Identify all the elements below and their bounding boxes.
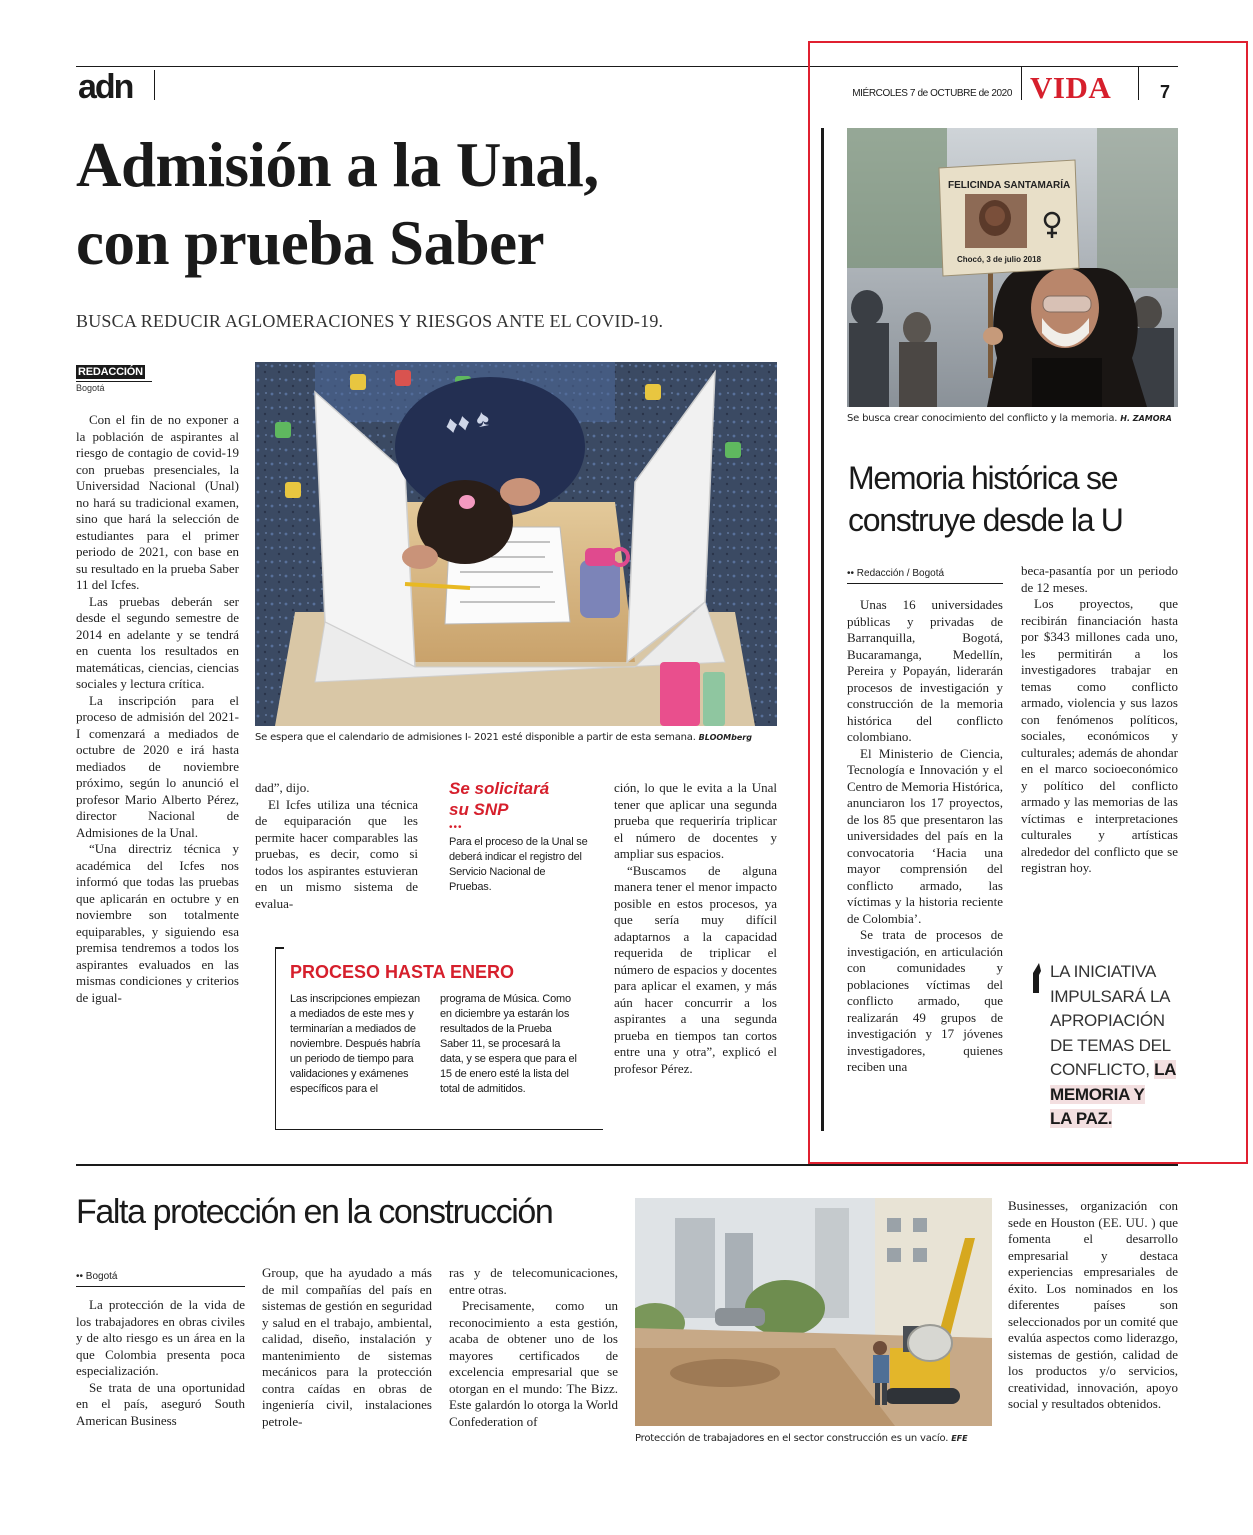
byline-rule bbox=[76, 381, 152, 382]
vida-headline-line2: construye desde la U bbox=[848, 502, 1123, 538]
main-col2-continuation: dad”, dijo. bbox=[255, 780, 310, 795]
main-subtitle: BUSCA REDUCIR AGLOMERACIONES Y RIESGOS ANTE EL COVID-19. bbox=[76, 311, 664, 331]
proceso-box-corner bbox=[276, 947, 284, 949]
proceso-box bbox=[275, 947, 603, 1130]
vida-photo bbox=[847, 128, 1178, 407]
main-photo-credit: BLOOMberg bbox=[698, 733, 752, 742]
main-photo-illustration bbox=[255, 362, 777, 726]
bottom-col5: Businesses, organización con sede en Houston (EE. UU. ) que fomenta el desarrollo empresarial y destaca experiencias empresariales de éxito. Los nominados en los diferentes países son seleccionados por un comité que evalúa aspectos como liderazgo, sistemas de gestión, calidad de los productos y/o servicios, creatividad, innovación, apoyo social y resultados obtenidos. bbox=[1008, 1198, 1178, 1411]
quote-bold1: LA bbox=[1154, 1060, 1177, 1079]
main-byline-location: Bogotá bbox=[76, 383, 105, 393]
bottom-photo-caption bbox=[635, 1433, 968, 1444]
vida-photo-illustration bbox=[847, 128, 1178, 407]
main-col1-p3: La inscripción para el proceso de admisión del 2021-I comenzará a mediados de octubre de 2020 e irá hasta mediados de noviembre próximo, según lo anunció el profesor Mario Alberto Pérez, director Nacional de Admisiones de la Unal. bbox=[76, 692, 239, 840]
quote-bold2: MEMORIA Y bbox=[1050, 1084, 1145, 1104]
snp-title-line2: su SNP bbox=[449, 800, 509, 819]
main-col1 bbox=[76, 412, 239, 1006]
bottom-photo-credit: EFE bbox=[951, 1434, 968, 1443]
proceso-box-col2: programa de Música. Como en diciembre ya estarán los resultados de la Prueba Saber 11, se procesará la data, y se espera que para el 15 de enero esté la lista del total de admitidos. bbox=[440, 993, 577, 1095]
vida-column-rule bbox=[821, 128, 824, 1131]
main-photo-caption-text: Se espera que el calendario de admisiones I- 2021 esté disponible a partir de esta semana. bbox=[255, 732, 696, 743]
vida-headline bbox=[848, 457, 1178, 541]
main-col1-p1: Con el fin de no exponer a la población de aspirantes al riesgo de contagio de covid-19 con pruebas presenciales, la Universidad Nacional (Unal) no hará su tradicional examen, sino que hará la selección de estudiantes para el primer periodo de 2021, con base en su resultado en la prueba Saber 11 del Icfes. bbox=[76, 412, 239, 592]
vida-col1-p3: Se trata de procesos de investigación, en articulación con comunidades y poblaciones víctimas del conflicto armado, que realizarán 49 grupos de investigación y 17 jóvenes investigadores, quienes reciben una bbox=[847, 927, 1003, 1074]
quote-line1: LA INICIATIVA bbox=[1050, 962, 1157, 981]
bottom-photo-illustration bbox=[635, 1198, 992, 1426]
main-byline bbox=[76, 362, 152, 393]
vida-col2-continuation: beca-pasantía por un periodo de 12 meses. bbox=[1021, 563, 1178, 595]
proceso-box-title: PROCESO HASTA ENERO bbox=[290, 962, 515, 982]
section-label: VIDA bbox=[1030, 70, 1112, 105]
vida-col1 bbox=[847, 597, 1003, 1076]
bottom-col3 bbox=[449, 1265, 618, 1430]
snp-dots: ••• bbox=[449, 822, 463, 833]
vida-photo-caption-text: Se busca crear conocimiento del conflicto y la memoria. bbox=[847, 413, 1118, 424]
quote-line4: DE TEMAS DEL bbox=[1050, 1035, 1171, 1055]
vida-byline-text: •• Redacción / Bogotá bbox=[847, 568, 945, 579]
bottom-photo-caption-text: Protección de trabajadores en el sector construcción es un vacío. bbox=[635, 1433, 949, 1444]
snp-sidebar bbox=[449, 778, 589, 895]
bottom-col3-continuation: ras y de telecomunicaciones, entre otras. bbox=[449, 1265, 618, 1297]
vida-col1-p1: Unas 16 universidades públicas y privadas de Barranquilla, Bogotá, Bucaramanga, Medellín, Pereira y Popayán, liderarán procesos de investigación y construcción de la memoria histórica del conflicto colombiano. bbox=[847, 597, 1003, 744]
bottom-byline bbox=[76, 1266, 245, 1287]
bottom-col1 bbox=[76, 1297, 245, 1429]
quote-line5-wrap bbox=[1050, 1058, 1200, 1083]
main-headline-line1: Admisión a la Unal, bbox=[76, 130, 599, 200]
page-number: 7 bbox=[1160, 82, 1171, 102]
quote-line2: IMPULSARÁ LA bbox=[1050, 986, 1171, 1006]
vida-headline-line1: Memoria histórica se bbox=[848, 460, 1118, 496]
main-col2-p1: El Icfes utiliza una técnica de equiparación que les permite hacer comparables las pruebas, es decir, como si todos los aspirantes estuvieran en un mismo sistema de evalua- bbox=[255, 796, 418, 911]
bottom-col1-p2: Se trata de una oportunidad en el país, aseguró South American Business bbox=[76, 1379, 245, 1428]
quote-line3: APROPIACIÓN bbox=[1050, 1011, 1165, 1030]
vida-col2-p1: Los proyectos, que recibirán financiación hasta por $343 millones cada uno, les permitirán a los investigadores trabajar en temas como conflicto armado, violencia y sus lazos con fenómenos políticos, sociales, económicos y culturales; además de ahondar en el marco socioeconómico y político del conflicto armado y las memorias de las víctimas e interpretaciones culturales y artísticas alrededor del conflicto que se registran hoy. bbox=[1021, 596, 1179, 875]
main-col1-p2: Las pruebas deberán ser desde el segundo semestre de 2014 en adelante y se tendrá en cuenta los resultados en matemáticas, ciencias, ciencias sociales y lectura crítica. bbox=[76, 593, 239, 691]
sign-name: FELICINDA SANTAMARÍA bbox=[948, 180, 1071, 191]
adn-logo: adn bbox=[78, 68, 133, 106]
vida-photo-credit: H. ZAMORA bbox=[1120, 414, 1172, 423]
main-photo bbox=[255, 362, 777, 726]
main-col1-p4: “Una directriz técnica y académica del Icfes nos informó que todas las pruebas que aplicarán en octubre y en noviembre son totalmente equiparables, y siguiendo esa premisa tendremos a todos los aspirantes evaluados en las mismas condiciones y criterios de igual- bbox=[76, 841, 239, 1005]
bottom-col1-p1: La protección de la vida de los trabajadores en obras civiles y de alto riesgo es un área en la que Colombia presenta poca especialización. bbox=[76, 1297, 245, 1378]
header-date: MIÉRCOLES 7 de OCTUBRE de 2020 bbox=[852, 88, 1012, 99]
main-photo-caption bbox=[255, 732, 752, 743]
main-byline-name: REDACCIÓN bbox=[78, 366, 143, 378]
vida-photo-caption bbox=[847, 413, 1172, 424]
bottom-col3-p1: Precisamente, como un reconocimiento a esta gestión, acaba de obtener uno de los mayores certificados de excelencia empresarial que se otorgan en el mundo: The Bizz. Este galardón lo otorga la World Confederation of bbox=[449, 1298, 618, 1429]
bottom-headline: Falta protección en la construcción bbox=[76, 1193, 553, 1231]
snp-title-line1: Se solicitará bbox=[449, 779, 550, 798]
proceso-box-col1: Las inscripciones empiezan a mediados de este mes y terminarían a mediados de noviembre. Después habría un periodo de tiempo para validaciones y exámenes específicos para el bbox=[290, 993, 421, 1095]
svg-text:♦♦ ♠: ♦♦ ♠ bbox=[442, 404, 492, 440]
snp-sidebar-title bbox=[449, 778, 589, 820]
main-col4-p1: “Buscamos de alguna manera tener el menor impacto posible en estos procesos, ya que sería muy difícil adaptarnos a la capacidad requerida de triplicar el número de espacios y docentes para aplicar el examen, y más aún hacer concurrir a los aspirantes a una segunda prueba en tiempos tan cortos entre una y otra”, explicó el profesor Pérez. bbox=[614, 862, 777, 1076]
quote-mark-icon bbox=[1031, 963, 1041, 993]
quote-line5: CONFLICTO, bbox=[1050, 1060, 1150, 1079]
main-headline bbox=[76, 126, 816, 282]
vida-byline bbox=[847, 563, 1003, 584]
main-col4-continuation: ción, lo que le evita a la Unal tener que aplicar una segunda prueba que requeriría triplicar el número de docentes y ampliar sus espacios. bbox=[614, 780, 777, 861]
pull-quote bbox=[1050, 960, 1200, 1132]
vida-col1-p2: El Ministerio de Ciencia, Tecnología e Innovación y el Centro de Memoria Histórica, anunciaron los 17 proyectos, de los 85 que presentaron las universidades del país en la convocatoria ‘Hacia una mayor comprensión del conflicto armado, las víctimas y la historia reciente de Colombia’. bbox=[847, 745, 1003, 926]
vida-col2 bbox=[1021, 563, 1178, 877]
sign-caption: Chocó, 3 de julio 2018 bbox=[957, 255, 1042, 264]
bottom-col2: Group, que ha ayudado a más de mil compañías del país en sistemas de gestión en seguridad y salud en el trabajo, ambiental, calidad, diseño, instalación y mantenimiento de sistemas mecánicos para la protección contra caídas en obras de ingeniería civil, instalaciones petrole- bbox=[262, 1265, 432, 1429]
main-col2 bbox=[255, 780, 418, 912]
bottom-byline-text: •• Bogotá bbox=[76, 1271, 118, 1282]
quote-bold3: LA PAZ. bbox=[1050, 1109, 1113, 1128]
bottom-section-rule bbox=[76, 1164, 1178, 1166]
logo-divider bbox=[154, 70, 155, 100]
snp-sidebar-text: Para el proceso de la Unal se deberá indicar el registro del Servicio Nacional de Pruebas. bbox=[449, 836, 588, 893]
main-headline-line2: con prueba Saber bbox=[76, 208, 545, 278]
main-col4 bbox=[614, 780, 777, 1077]
bottom-photo bbox=[635, 1198, 992, 1426]
